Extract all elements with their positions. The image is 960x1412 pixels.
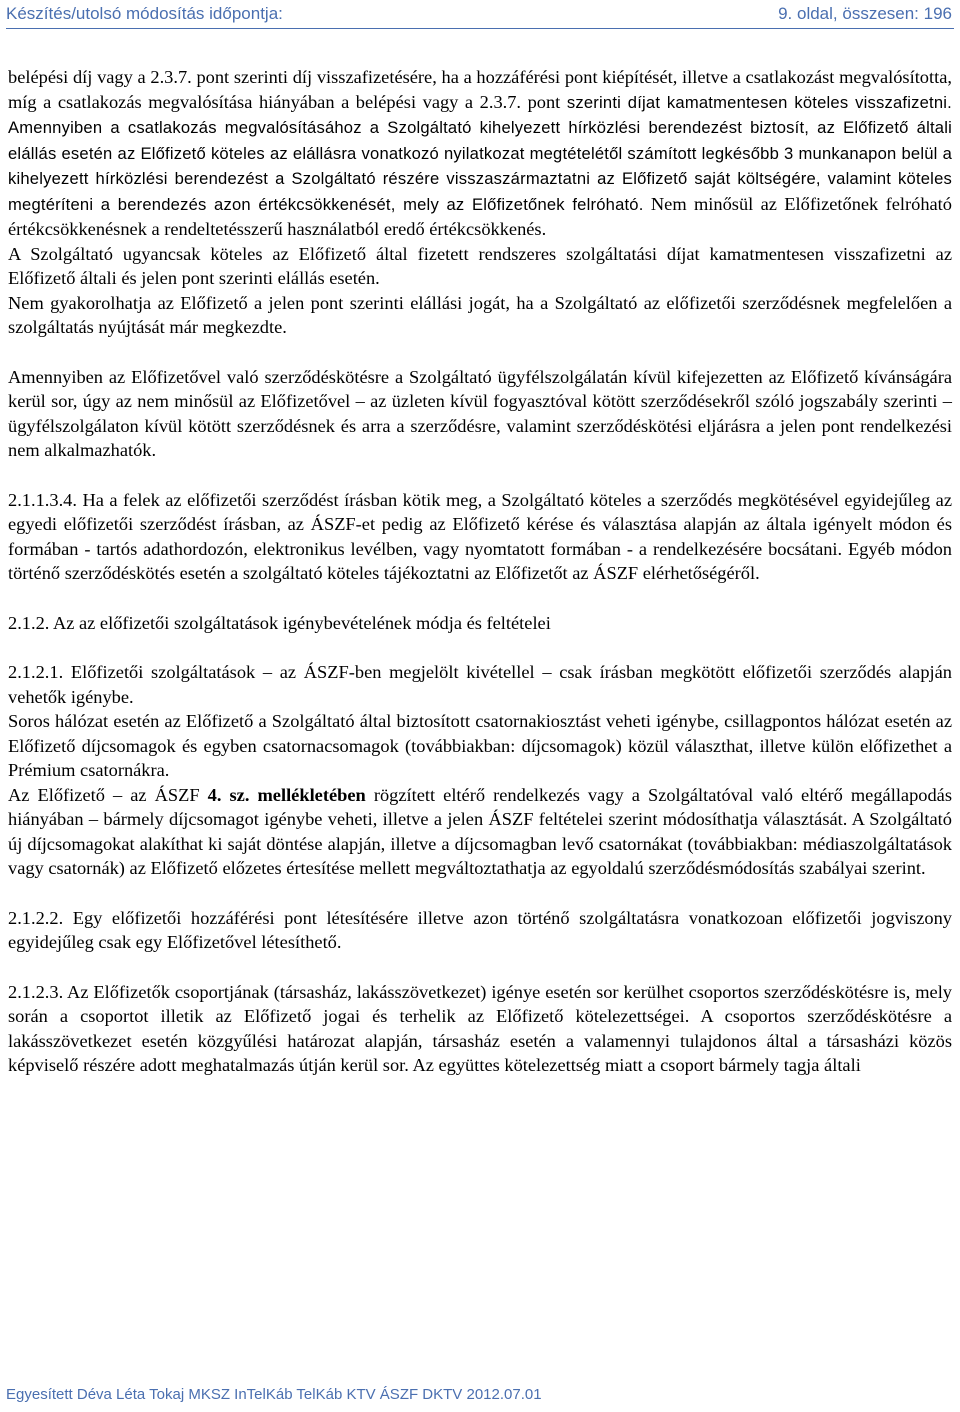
text-run: rögzített eltérő rendelkezés vagy a Szolgáltatóval való eltérő megállapodás hiányában – bármely díjcsomagot igénybe veheti, illetve a jelen ÁSZF feltételei szerint módosíthatja választását. A Szolgáltató új díjcsomagokat alakíthat ki saját döntése alapján, illetve a díjcsomagban levő csatornákat (továbbiakban: médiaszolgáltatások vagy csatornák) az Előfizető előzetes értesítése mellett megváltoztathatja az egyoldalú szerződésmódosítás szabályai szerint. [8, 784, 952, 878]
text-run: belépési díj vagy a 2.3.7. pont szerinti díj visszafizetésére, ha a hozzáférési pont kiépítését, illetve a csatlakozást megvalósította, míg a csatlakozás megvalósítása hiányában a belépési vagy a 2.3.7. pont [8, 67, 952, 112]
paragraph-withdrawal-refund [8, 65, 952, 242]
paragraph-withdrawal-exception: Nem gyakorolhatja az Előfizető a jelen pont szerinti elállási jogát, ha a Szolgáltató az előfizetői szerződésnek megfelelően a szolgáltatás nyújtását már megkezdte. [8, 292, 952, 337]
text-run: Az Előfizető – az ÁSZF [8, 784, 208, 805]
paragraph-2-1-1-3-4: 2.1.1.3.4. Ha a felek az előfizetői szerződést írásban kötik meg, a Szolgáltató köteles a szerződés megkötésével egyidejűleg az egyedi előfizetői szerződést írásban, az ÁSZF-et pedig az Előfizető kérése és választása alapján az általa igényelt módon és formában - tartós adathordozón, elektronikus levélben, vagy nyomtatott formában - a rendelkezésére bocsátani. Egyéb módon történő szerződéskötés esetén a szolgáltató köteles tájékoztatni az Előfizetőt az ÁSZF elérhetőségéről. [8, 489, 952, 583]
section-heading-2-1-2: 2.1.2. Az az előfizetői szolgáltatások igénybevételének módja és feltételei [8, 612, 551, 633]
paragraph-2-1-2-1: 2.1.2.1. Előfizetői szolgáltatások – az ÁSZF-ben megjelölt kivétellel – csak írásban megkötött előfizetői szerződés alapján vehetők igénybe. [8, 662, 952, 707]
text-run: Nem minősül az Előfizetőnek felróható értékcsökkenésnek a rendeltetésszerű használatból eredő értékcsökkenés. [8, 193, 952, 239]
header-timestamp-label: Készítés/utolsó módosítás időpontja: [6, 4, 283, 23]
text-run-sans: szerinti díjat kamatmentesen köteles visszafizetni. Amennyiben a csatlakozás megvalósításához a Szolgáltató kihelyezett hírközlési berendezést biztosít, az Előfizető általi elállás esetén az Előfizető köteles az elállásra vonatkozó nyilatkozat megtételétől számított legkésőbb 3 munkanapon belül a kihelyezett hírközlési berendezést a Szolgáltató részére visszaszármaztatni az Előfizető saját költségére, valamint köteles megtéríteni a berendezés azon értékcsökkenését, mely az Előfizetőnek felróható. [8, 92, 952, 214]
header-divider [6, 28, 954, 29]
bold-annex-number: 4. sz. [207, 784, 250, 805]
paragraph-package-choice [8, 783, 952, 881]
page-header [0, 0, 960, 34]
page-footer: Egyesített Déva Léta Tokaj MKSZ InTelKáb TelKáb KTV ÁSZF DKTV 2012.07.01 [6, 1386, 542, 1403]
document-body [8, 65, 952, 1078]
paragraph-off-premises: Amennyiben az Előfizetővel való szerződéskötésre a Szolgáltató ügyfélszolgálatán kívül kifejezetten az Előfizető kívánságára kerül sor, úgy az nem minősül az Előfizetővel – az üzleten kívül fogyasztóval kötött szerződésekről szóló jogszabály szerinti – ügyfélszolgálaton kívül kötött szerződésnek és arra a szerződésre, valamint szerződéskötési eljárásra a jelen pont rendelkezési nem alkalmazhatók. [8, 366, 952, 460]
header-page-count: 9. oldal, összesen: 196 [778, 4, 952, 23]
paragraph-2-1-2-2: 2.1.2.2. Egy előfizetői hozzáférési pont létesítésére illetve azon történő szolgáltatásra vonatkozoan előfizetői jogviszony egyidejűleg csak egy Előfizetővel létesíthető. [8, 907, 952, 952]
bold-annex-word: mellékletében [257, 784, 366, 805]
paragraph-channel-packages: Soros hálózat esetén az Előfizető a Szolgáltató által biztosított csatornakiosztást veheti igénybe, csillagpontos hálózat esetén az Előfizető díjcsomagok és egyben csatornacsomagok (továbbiakban: díjcsomagok) közül választhat, illetve külön előfizethet a Prémium csatornákra. [8, 711, 952, 780]
paragraph-fee-refund: A Szolgáltató ugyancsak köteles az Előfizető által fizetett rendszeres szolgáltatási díjat kamatmentesen visszafizetni az Előfizető általi és jelen pont szerinti elállás esetén. [8, 243, 952, 288]
paragraph-2-1-2-3: 2.1.2.3. Az Előfizetők csoportjának (társasház, lakásszövetkezet) igénye esetén sor kerülhet csoportos szerződéskötésre is, mely során a csoportot illetik az Előfizető jogai és terhelik az Előfizető kötelezettségei. A csoportos szerződéskötésre a lakásszövetkezet esetén közgyűlési határozat alapján, társasház esetén a valamennyi tulajdonos által a társasházi közös képviselő részére adott meghatalmazás útján kerül sor. Az együttes kötelezettség miatt a csoport bármely tagja általi [8, 981, 952, 1075]
